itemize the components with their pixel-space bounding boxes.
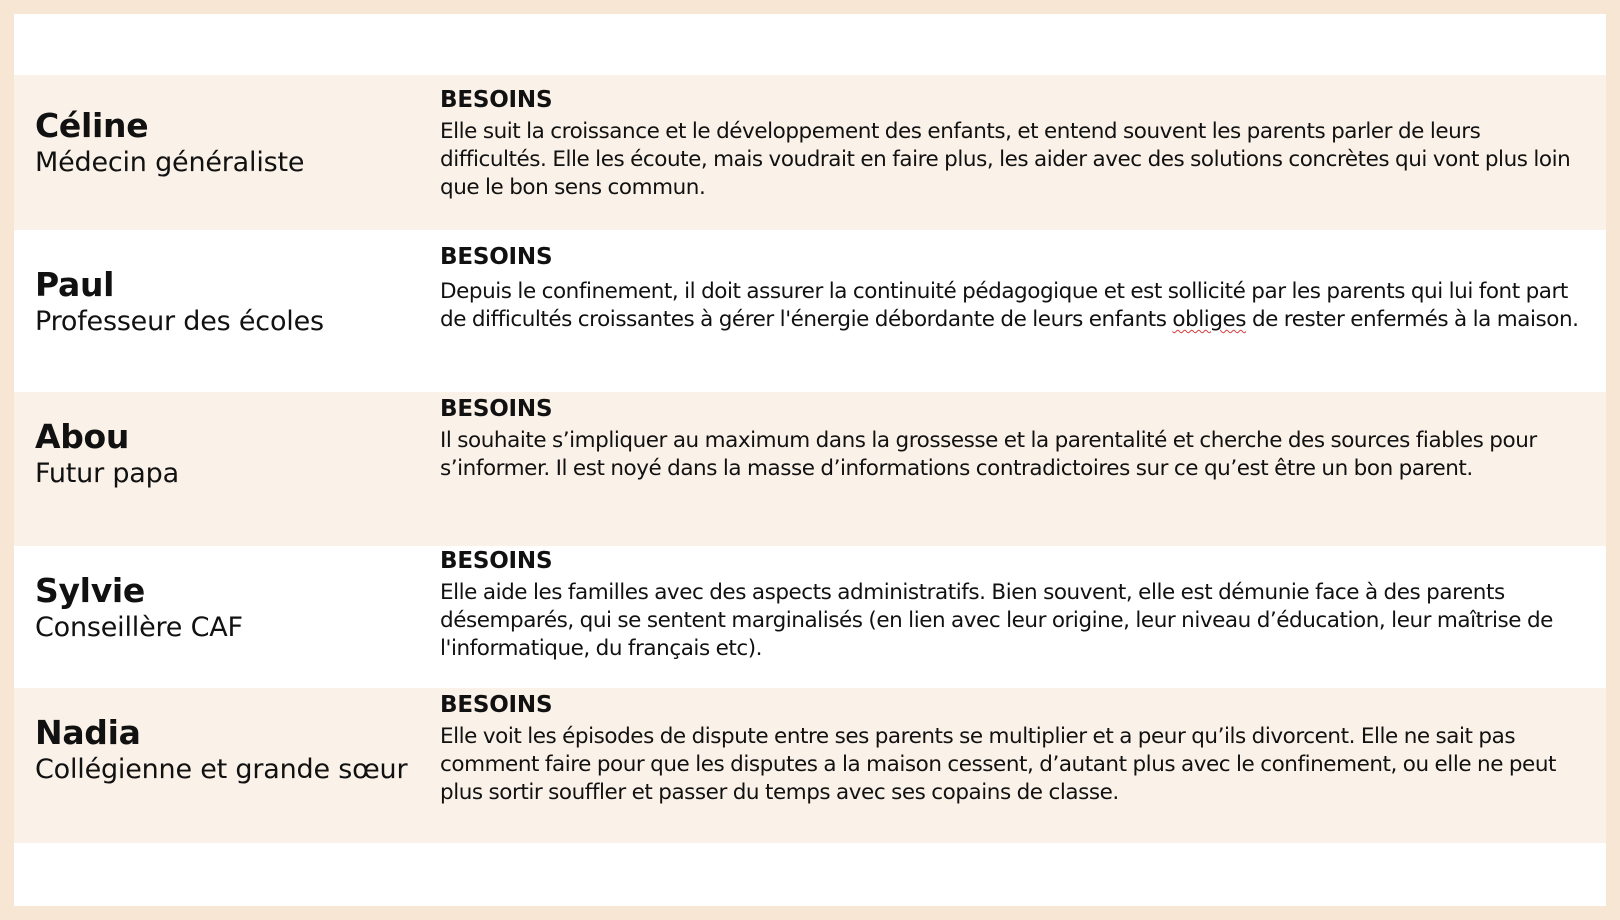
persona-role: Professeur des écoles	[35, 306, 324, 337]
persona-identity	[35, 714, 415, 788]
persona-name: Céline	[35, 106, 149, 145]
persona-name: Paul	[35, 265, 115, 304]
persona-needs	[440, 692, 1590, 807]
persona-row-abou	[14, 392, 1606, 546]
persona-identity	[35, 107, 415, 181]
persona-role: Futur papa	[35, 458, 179, 489]
needs-text: Elle suit la croissance et le développement des enfants, et entend souvent les parents parler de leurs difficultés. Elle les écoute, mais voudrait en faire plus, les aider avec des solutions concrètes qui vont plus loin que le bon sens commun.	[440, 119, 1571, 200]
needs-text-start: Depuis le confinement, il doit assurer la continuité pédagogique et est sollicité par les parents qui lui font part de difficultés croissantes à gérer l'énergie débordante de leurs enfants	[440, 279, 1568, 332]
needs-heading: BESOINS	[440, 396, 553, 422]
needs-heading: BESOINS	[440, 87, 553, 113]
persona-needs	[440, 396, 1590, 483]
needs-text-end: de rester enfermés à la maison.	[1246, 307, 1579, 332]
persona-role: Collégienne et grande sœur	[35, 754, 408, 785]
persona-row-nadia	[14, 688, 1606, 843]
needs-text: Elle aide les familles avec des aspects administratifs. Bien souvent, elle est démunie face à des parents désemparés, qui se sentent marginalisés (en lien avec leur origine, leur niveau d’éducation, leur maîtrise de l'informatique, du français etc).	[440, 580, 1553, 661]
spellcheck-flagged-word: obliges	[1172, 307, 1247, 332]
persona-name: Sylvie	[35, 571, 145, 610]
persona-identity	[35, 418, 415, 492]
persona-name: Nadia	[35, 713, 141, 752]
persona-identity	[35, 266, 415, 340]
persona-row-sylvie	[14, 546, 1606, 688]
needs-text: Elle voit les épisodes de dispute entre ses parents se multiplier et a peur qu’ils divorcent. Elle ne sait pas comment faire pour que les disputes a la maison cessent, d’autant plus avec le confinement, ou elle ne peut plus sortir souffler et passer du temps avec ses copains de classe.	[440, 724, 1556, 805]
persona-needs	[440, 244, 1590, 334]
needs-heading: BESOINS	[440, 692, 553, 718]
persona-row-celine	[14, 75, 1606, 230]
persona-needs	[440, 548, 1590, 663]
persona-identity	[35, 572, 415, 646]
persona-role: Médecin généraliste	[35, 147, 305, 178]
persona-row-paul	[14, 230, 1606, 392]
persona-role: Conseillère CAF	[35, 612, 243, 643]
needs-heading: BESOINS	[440, 548, 553, 574]
persona-name: Abou	[35, 417, 130, 456]
needs-text: Il souhaite s’impliquer au maximum dans la grossesse et la parentalité et cherche des sources fiables pour s’informer. Il est noyé dans la masse d’informations contradictoires sur ce qu’est être un bon parent.	[440, 428, 1537, 481]
persona-slide	[14, 14, 1606, 906]
needs-heading: BESOINS	[440, 244, 553, 270]
persona-needs	[440, 87, 1590, 202]
needs-text	[440, 278, 1590, 334]
